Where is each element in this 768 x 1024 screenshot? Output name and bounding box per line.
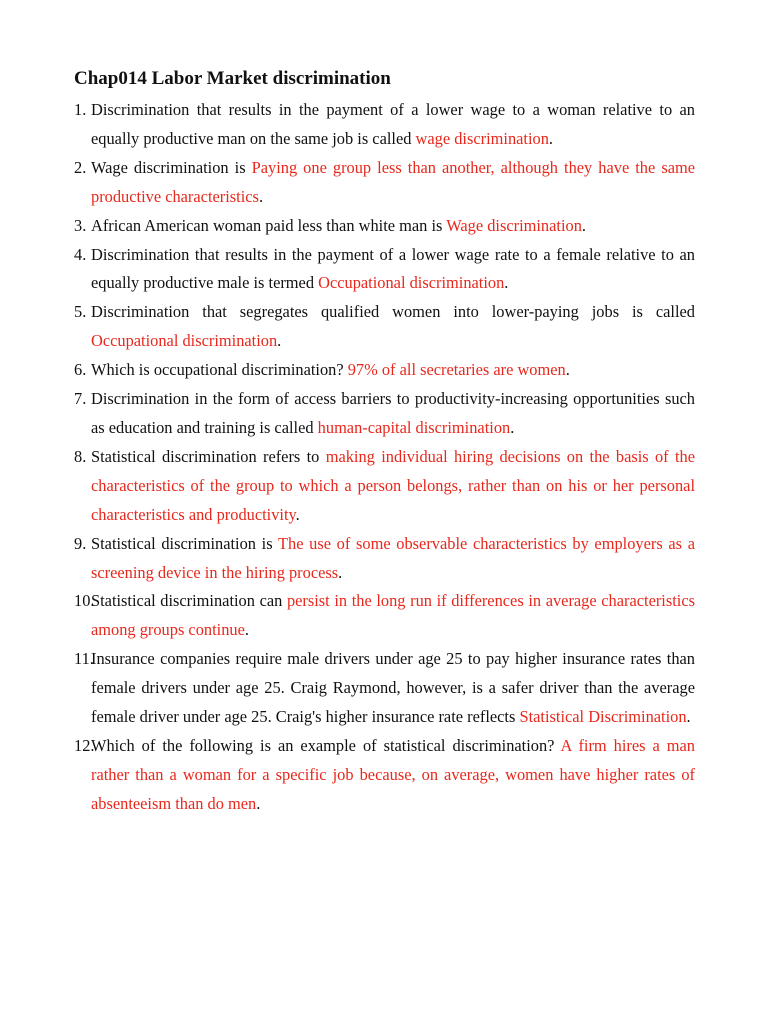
item-number: 11.: [74, 649, 94, 669]
answer-text: Occupational discrimination: [318, 273, 505, 293]
item-number: 12.: [74, 735, 95, 755]
item-tail: .: [510, 417, 515, 437]
list-item: [74, 645, 695, 732]
item-tail: .: [565, 360, 570, 380]
item-number: 6.: [74, 360, 87, 380]
answer-text: The use of some observable characteristics by employers as a screening device in the hiring process: [91, 533, 695, 582]
item-tail: .: [581, 215, 586, 235]
item-number: 1.: [74, 100, 87, 119]
item-tail: .: [548, 128, 554, 148]
item-number: 10.: [74, 591, 95, 611]
page-title: Chap014 Labor Market discrimination: [74, 68, 391, 89]
answer-text: making individual hiring decisions on the basis of the characteristics of the group to which a person belongs, rather than on his or her personal characteristics and productivity: [91, 446, 695, 524]
list-item: [74, 96, 695, 154]
list-item: [74, 212, 695, 241]
answer-text: persist in the long run if differences in average characteristics among groups continue: [91, 591, 695, 640]
list-item: [74, 530, 695, 588]
question-text: Discrimination in the form of access barriers to productivity-increasing opportunities such as education and training is called: [91, 389, 695, 437]
item-number: 9.: [74, 533, 87, 553]
item-tail: .: [504, 273, 509, 293]
item-number: 8.: [74, 446, 87, 466]
question-text: Discrimination that results in the payment of a lower wage to a woman relative to an equally productive man on the same job is called: [91, 100, 695, 148]
question-text: Statistical discrimination can: [91, 591, 287, 611]
item-number: 2.: [74, 157, 87, 177]
question-text: Statistical discrimination is: [91, 533, 278, 553]
item-number: 3.: [74, 215, 87, 235]
item-tail: .: [295, 504, 300, 524]
question-text: Statistical discrimination refers to: [91, 446, 326, 466]
list-item: [74, 154, 695, 212]
list-item: [74, 298, 695, 356]
answer-text: Paying one group less than another, although they have the same productive characteristics: [91, 157, 695, 206]
question-text: Discrimination that results in the payment of a lower wage rate to a female relative to an equally productive male is termed: [91, 244, 695, 293]
answer-text: Occupational discrimination: [91, 331, 278, 351]
question-text: Insurance companies require male drivers under age 25 to pay higher insurance rates than female drivers under age 25. Craig Raymond, however, is a safer driver than the average female driver under age 25. Craig's higher insurance rate reflects: [91, 649, 695, 727]
item-tail: .: [338, 562, 343, 582]
list-item: [74, 385, 695, 443]
answer-text: Statistical Discrimination: [519, 707, 687, 727]
item-number: 4.: [74, 244, 87, 264]
answer-text: A firm hires a man rather than a woman for a specific job because, on average, women have higher rates of absenteeism than do men: [91, 735, 695, 813]
item-number: 7.: [74, 389, 87, 409]
question-list: [74, 96, 695, 819]
list-item: [74, 732, 695, 819]
item-tail: .: [277, 331, 282, 351]
question-text: African American woman paid less than white man is: [91, 215, 447, 235]
list-item: [74, 241, 695, 299]
answer-text: human-capital discrimination: [317, 417, 511, 437]
list-item: [74, 587, 695, 645]
list-item: [74, 443, 695, 530]
question-text: Discrimination that segregates qualified women into lower-paying jobs is called: [91, 302, 695, 322]
answer-text: Wage discrimination: [446, 215, 582, 235]
answer-text: 97% of all secretaries are women: [347, 360, 566, 380]
item-tail: .: [258, 186, 264, 206]
question-text: Which is occupational discrimination?: [91, 360, 348, 380]
answer-text: wage discrimination: [415, 128, 549, 148]
question-text: Which of the following is an example of statistical discrimination?: [91, 735, 561, 755]
item-tail: .: [686, 707, 691, 727]
item-tail: .: [244, 620, 249, 640]
list-item: [74, 356, 695, 385]
item-tail: .: [256, 793, 261, 813]
item-number: 5.: [74, 302, 87, 322]
question-text: Wage discrimination is: [91, 157, 252, 177]
